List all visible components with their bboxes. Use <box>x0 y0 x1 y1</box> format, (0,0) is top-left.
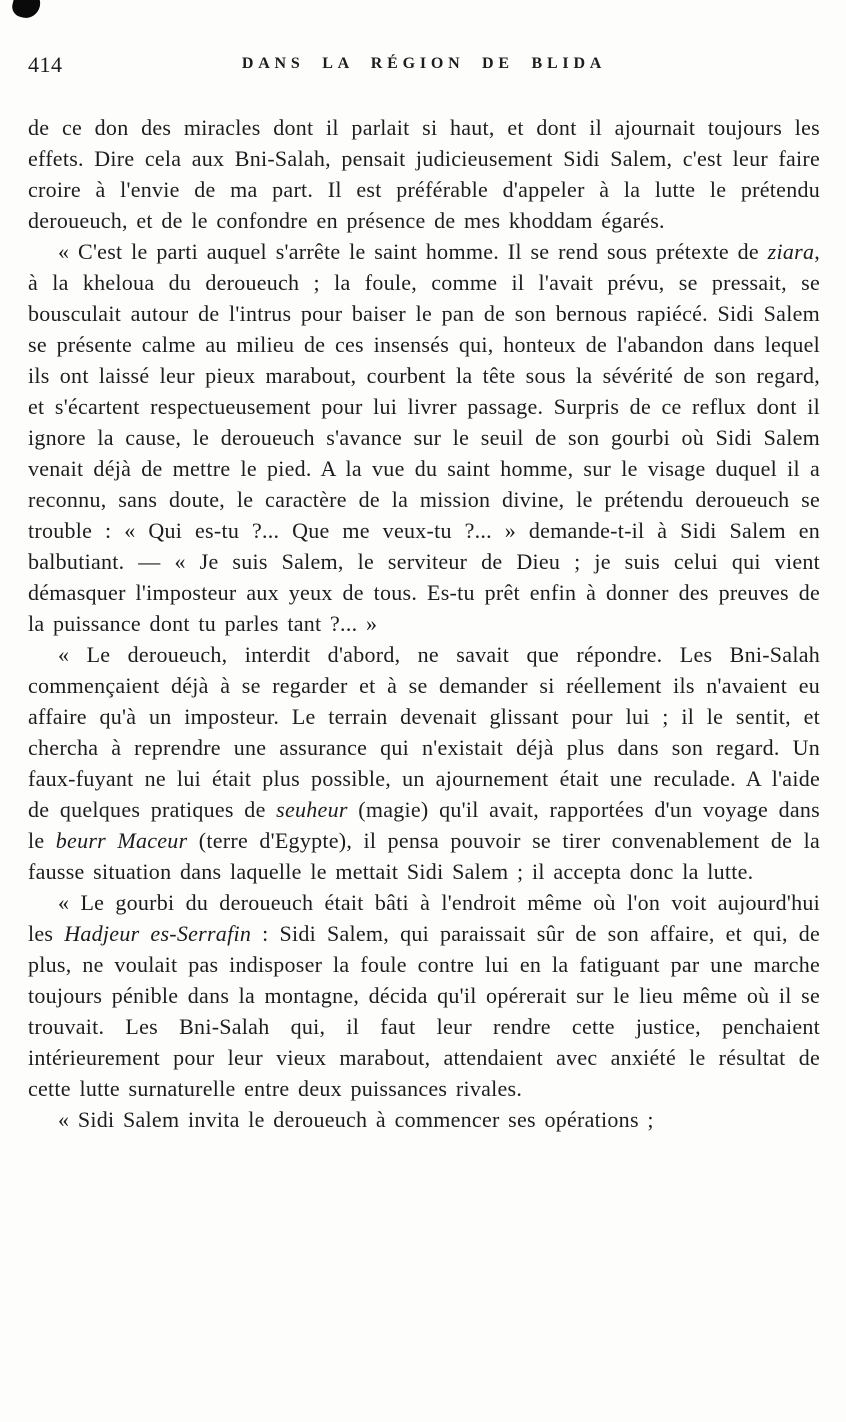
italic-term: Hadjeur es-Serrafin <box>64 921 252 946</box>
italic-term: ziara <box>767 239 815 264</box>
italic-term: seuheur <box>276 797 348 822</box>
paragraph <box>28 112 820 236</box>
text-run: « Le deroueuch, interdit d'abord, ne savait que répondre. Les Bni-Salah commençaient déjà à se regarder et à se demander si réellement ils n'avaient eu affaire qu'à un imposteur. Le terrain devenait glissant pour lui ; il le sentit, et chercha à reprendre une assurance qui n'existait déjà plus dans son regard. Un faux-fuyant ne lui était plus possible, un ajournement était une reculade. A l'aide de quelques pratiques de <box>28 642 820 822</box>
text-block <box>28 112 820 1135</box>
running-title: DANS LA RÉGION DE BLIDA <box>241 55 607 72</box>
text-run: (magie) qu'il avait, rapportées d'un voyage dans le <box>28 797 820 853</box>
text-run: « Le gourbi du deroueuch était bâti à l'endroit même où l'on voit aujourd'hui les <box>28 890 820 946</box>
page-header <box>28 52 820 78</box>
text-run: (terre d'Egypte), il pensa pouvoir se tirer convenablement de la fausse situation dans laquelle le mettait Sidi Salem ; il accepta donc la lutte. <box>28 828 820 884</box>
text-run: « C'est le parti auquel s'arrête le saint homme. Il se rend sous prétexte de <box>58 239 768 264</box>
text-run: , à la kheloua du deroueuch ; la foule, comme il l'avait prévu, se pressait, se bousculait autour de l'intrus pour baiser le pan de son bernous rapiécé. Sidi Salem se présente calme au milieu de ces insensés qui, honteux de l'abandon dans lequel ils ont laissé leur pieux marabout, courbent la tête sous la sévérité de son regard, et s'écartent respectueusement pour lui livrer passage. Surpris de ce reflux dont il ignore la cause, le deroueuch s'avance sur le seuil de son gourbi où Sidi Salem venait déjà de mettre le pied. A la vue du saint homme, sur le visage duquel il a reconnu, sans doute, le caractère de la mission divine, le prétendu deroueuch se trouble : « Qui es-tu ?... Que me veux-tu ?... » demande-t-il à Sidi Salem en balbutiant. — « Je suis Salem, le serviteur de Dieu ; je suis celui qui vient démasquer l'imposteur aux yeux de tous. Es-tu prêt enfin à donner des preuves de la puissance dont tu parles tant ?... » <box>28 239 820 636</box>
paragraph <box>28 236 820 639</box>
ink-blot-artifact <box>10 0 43 21</box>
paragraph <box>28 639 820 887</box>
italic-term: beurr Maceur <box>55 828 188 853</box>
paragraph <box>28 887 820 1104</box>
text-run: de ce don des miracles dont il parlait si haut, et dont il ajournait toujours les effets. Dire cela aux Bni-Salah, pensait judicieusement Sidi Salem, c'est leur faire croire à l'envie de ma part. Il est préférable d'appeler à la lutte le prétendu deroueuch, et de le confondre en présence de mes khoddam égarés. <box>28 115 820 233</box>
paragraph <box>28 1104 820 1135</box>
text-run: « Sidi Salem invita le deroueuch à commencer ses opérations ; <box>58 1107 654 1132</box>
page-number: 414 <box>28 52 63 77</box>
text-run: : Sidi Salem, qui paraissait sûr de son affaire, et qui, de plus, ne voulait pas indisposer la foule contre lui en la fatiguant par une marche toujours pénible dans la montagne, décida qu'il opérerait sur le lieu même où il se trouvait. Les Bni-Salah qui, il faut leur rendre cette justice, penchaient intérieurement pour leur vieux marabout, attendaient avec anxiété le résultat de cette lutte surnaturelle entre deux puissances rivales. <box>28 921 821 1101</box>
